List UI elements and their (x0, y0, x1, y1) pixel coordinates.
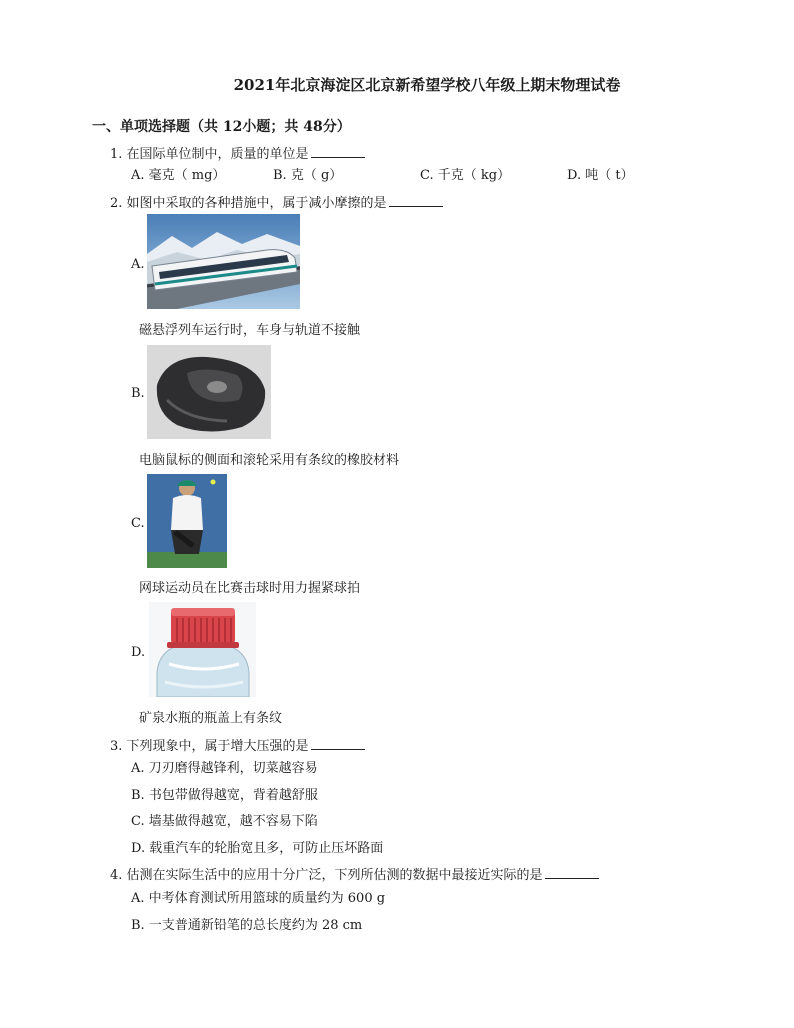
q2-option-c-letter: C. (131, 516, 145, 531)
question-2-stem: 2. 如图中采取的各种措施中，属于减小摩擦的是 (110, 196, 387, 211)
q2-option-b-letter: B. (131, 386, 145, 401)
question-2 (110, 192, 443, 211)
q1-option-a: A. 毫克（ mg） (131, 168, 226, 183)
answer-blank (311, 145, 365, 158)
q2-option-d-letter: D. (131, 645, 146, 660)
question-3-stem: 3. 下列现象中，属于增大压强的是 (110, 739, 309, 754)
q3-option-a: A. 刀刃磨得越锋利，切菜越容易 (131, 761, 318, 776)
q3-option-b: B. 书包带做得越宽，背着越舒服 (131, 788, 318, 803)
section-heading: 一、单项选择题（共 12小题；共 48分） (92, 119, 351, 135)
q1-option-c: C. 千克（ kg） (420, 168, 511, 183)
q2-option-c-caption: 网球运动员在比赛击球时用力握紧球拍 (139, 581, 361, 596)
q2-option-a-caption: 磁悬浮列车运行时，车身与轨道不接触 (139, 323, 361, 338)
answer-blank (545, 866, 599, 879)
q3-option-c: C. 墙基做得越宽，越不容易下陷 (131, 814, 318, 829)
computer-mouse-image (147, 345, 271, 439)
question-1 (110, 143, 365, 162)
question-4-stem: 4. 估测在实际生活中的应用十分广泛，下列所估测的数据中最接近实际的是 (110, 868, 543, 883)
q2-option-d-caption: 矿泉水瓶的瓶盖上有条纹 (139, 711, 283, 726)
q2-option-b-caption: 电脑鼠标的侧面和滚轮采用有条纹的橡胶材料 (139, 453, 400, 468)
answer-blank (311, 737, 365, 750)
answer-blank (389, 194, 443, 207)
tennis-player-image (147, 474, 227, 568)
maglev-train-image (147, 214, 300, 309)
page-title: 2021年北京海淀区北京新希望学校八年级上期末物理试卷 (233, 76, 621, 94)
question-3 (110, 735, 365, 754)
question-1-stem: 1. 在国际单位制中，质量的单位是 (110, 147, 309, 162)
water-bottle-image (149, 602, 256, 697)
q1-option-b: B. 克（ g） (273, 168, 343, 183)
question-4 (110, 864, 599, 883)
q4-option-a: A. 中考体育测试所用篮球的质量约为 600 g (131, 891, 386, 906)
q4-option-b: B. 一支普通新铅笔的总长度约为 28 cm (131, 918, 363, 933)
q2-option-a-letter: A. (131, 257, 145, 272)
q1-option-d: D. 吨（ t） (567, 168, 634, 183)
q3-option-d: D. 载重汽车的轮胎宽且多，可防止压坏路面 (131, 841, 384, 856)
